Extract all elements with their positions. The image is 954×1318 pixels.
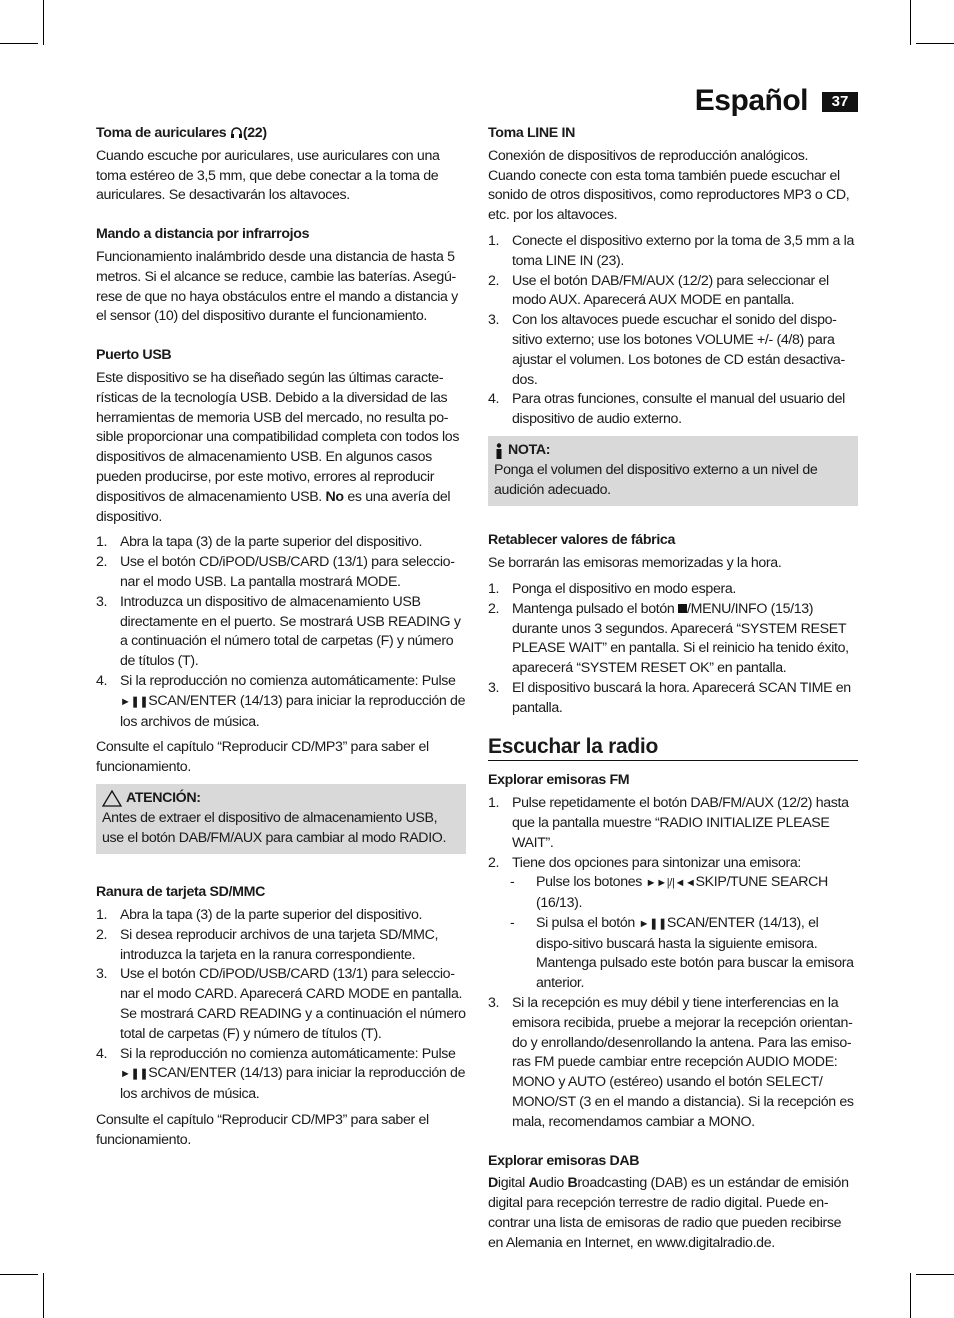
list-item: 1. Abra la tapa (3) de la parte superior del dispositivo. bbox=[96, 907, 423, 924]
attention-title: ATENCIÓN: bbox=[102, 789, 460, 809]
play-pause-icon: ►❚❚ bbox=[120, 1068, 149, 1081]
page-number: 37 bbox=[822, 92, 858, 112]
list-item: 2. Tiene dos opciones para sintonizar una emisora: - Pulse los botones ►►|/|◄◄SKIP/TUNE SEARCH (16/13). - Si pulsa el botón ►❚❚SCAN/ENTER (14/13), el dispo-sitivo buscará hasta la siguiente emisora. Mantenga pulsado este botón para buscar la emisora anterior. bbox=[488, 854, 858, 995]
list-item: 3. Si la recepción es muy débil y tiene interferencias en la emisora recibida, pruebe a mejorar la recepción orientan-do y enrollando/desenrollando la antena. Para las emiso-ras FM puede cambiar entre recepción AUDIO MODE: MONO y AUTO (estéreo) usando el botón SELECT/ MONO/ST (3 en el mando a distancia). Si la recepción es mala, recomendamos cambiar a MONO. bbox=[488, 995, 854, 1130]
attention-text: Antes de extraer el dispositivo de almacenamiento USB, use el botón DAB/FM/AUX para cambiar al modo RADIO. bbox=[102, 809, 447, 846]
list-item: 3. Use el botón CD/iPOD/USB/CARD (13/1) para seleccio-nar el modo CARD. Aparecerá CARD MODE en pantalla. Se mostrará CARD READING y a continuación el número total de carpetas (F) y número de títulos (T). bbox=[96, 966, 466, 1042]
fm-options bbox=[488, 873, 858, 994]
list-item: 1. Pulse repetidamente el botón DAB/FM/AUX (12/2) hasta que la pantalla muestre “RADIO INITIALIZE PLEASE WAIT”. bbox=[488, 795, 849, 851]
factory-steps bbox=[488, 580, 858, 719]
list-item: 3. Con los altavoces puede escuchar el sonido del dispo-sitivo externo; use los botones VOLUME +/- (4/8) para ajustar el volumen. Los botones de CD están desactiva-dos. bbox=[488, 312, 845, 388]
list-item: - Si pulsa el botón ►❚❚SCAN/ENTER (14/13), el dispo-sitivo buscará hasta la siguiente emisora. Mantenga pulsado este botón para buscar la emisora anterior. bbox=[510, 914, 854, 992]
list-item: 2. Use el botón DAB/FM/AUX (12/2) para seleccionar el modo AUX. Aparecerá AUX MODE en pantalla. bbox=[488, 272, 829, 309]
dab-text: Digital Audio Broadcasting (DAB) es un estándar de emisión digital para recepción terrestre de radio digital. Puede en-contrar una lista de emisoras de radio que pueden recibirse en Alemania en Internet, en www.digitalradio.de. bbox=[488, 1175, 849, 1251]
fm-steps bbox=[488, 794, 858, 1133]
crop-mark bbox=[916, 1274, 954, 1275]
list-item: 2. Use el botón CD/iPOD/USB/CARD (13/1) para seleccio-nar el modo USB. La pantalla mostrará MODE. bbox=[96, 554, 455, 590]
stop-icon bbox=[678, 604, 687, 613]
usb-after: Consulte el capítulo “Reproducir CD/MP3” para saber el funcionamiento. bbox=[96, 739, 429, 776]
list-item: 1. Ponga el dispositivo en modo espera. bbox=[488, 580, 737, 597]
right-column bbox=[488, 124, 858, 1254]
list-item: 4. Si la reproducción no comienza automáticamente: Pulse ►❚❚SCAN/ENTER (14/13) para iniciar la reproducción de los archivos de música. bbox=[96, 672, 466, 730]
skip-icon: ►►|/|◄◄ bbox=[645, 877, 696, 890]
list-item: 1. Abra la tapa (3) de la parte superior del dispositivo. bbox=[96, 534, 423, 551]
note-title: NOTA: bbox=[494, 441, 852, 461]
sd-after: Consulte el capítulo “Reproducir CD/MP3” para saber el funcionamiento. bbox=[96, 1112, 429, 1148]
radio-heading: Escuchar la radio bbox=[488, 737, 858, 762]
linein-steps bbox=[488, 232, 858, 430]
play-pause-icon: ►❚❚ bbox=[638, 917, 667, 930]
note-box bbox=[488, 436, 858, 506]
usb-title: Puerto USB bbox=[96, 347, 172, 364]
warning-icon bbox=[102, 790, 122, 807]
factory-title: Retablecer valores de fábrica bbox=[488, 532, 675, 549]
linein-text: Conexión de dispositivos de reproducción analógicos. Cuando conecte con esta toma también puede escuchar el sonido de otros dispositivos, como reproductores MP3 o CD, etc. por los altavoces. bbox=[488, 147, 850, 224]
crop-mark bbox=[43, 1273, 44, 1318]
list-item: - Pulse los botones ►►|/|◄◄SKIP/TUNE SEARCH (16/13). bbox=[510, 874, 828, 912]
fm-title: Explorar emisoras FM bbox=[488, 772, 630, 789]
remote-text: Funcionamiento inalámbrido desde una distancia de hasta 5 metros. Si el alcance se reduce, cambie las baterías. Asegú-rese de que no haya obstáculos entre el mando a distancia y el sensor (10) del dispositivo durante el funcionamiento. bbox=[96, 248, 458, 325]
list-item: 3. Introduzca un dispositivo de almacenamiento USB directamente en el puerto. Se mostrará USB READING y a continuación el número total de carpetas (F) y número de títulos (T). bbox=[96, 593, 461, 670]
dab-title: Explorar emisoras DAB bbox=[488, 1152, 640, 1169]
list-item: 4. Si la reproducción no comienza automáticamente: Pulse ►❚❚SCAN/ENTER (14/13) para iniciar la reproducción de los archivos de música. bbox=[96, 1045, 466, 1103]
usb-steps bbox=[96, 533, 466, 732]
attention-box bbox=[96, 784, 466, 854]
usb-text: Este dispositivo se ha diseñado según las últimas caracte-rísticas de la tecnología USB. Debido a la diversidad de las herramientas de memoria USB del mercado, no resulta po-sible proporcionar una compatibilidad completa con todos los dispositivos de almacenamiento USB. En algunos casos pueden producirse, por este motivo, errores al reproducir dispositivos de almacenamiento USB. No es una avería del dispositivo. bbox=[96, 369, 460, 525]
headphones-title: Toma de auriculares (22) bbox=[96, 125, 267, 141]
remote-title: Mando a distancia por infrarrojos bbox=[96, 226, 310, 243]
crop-mark bbox=[43, 0, 44, 45]
factory-text: Se borrarán las emisoras memorizadas y la hora. bbox=[488, 555, 782, 572]
list-item: 4. Para otras funciones, consulte el manual del usuario del dispositivo de audio externo. bbox=[488, 391, 845, 428]
crop-mark bbox=[0, 43, 38, 44]
sd-steps bbox=[96, 906, 466, 1105]
list-item: 2. Mantenga pulsado el botón /MENU/INFO (15/13) durante unos 3 segundos. Aparecerá “SYSTEM RESET PLEASE WAIT” en pantalla. Si el reinicio ha tenido éxito, aparecerá “SYSTEM RESET OK” en pantalla. bbox=[488, 600, 849, 677]
list-item: 2. Si desea reproducir archivos de una tarjeta SD/MMC, introduzca la tarjeta en la ranura correspondiente. bbox=[96, 926, 439, 963]
info-icon bbox=[494, 443, 504, 459]
sd-title: Ranura de tarjeta SD/MMC bbox=[96, 884, 265, 901]
note-text: Ponga el volumen del dispositivo externo a un nivel de audición adecuado. bbox=[494, 461, 818, 498]
list-item: 1. Conecte el dispositivo externo por la toma de 3,5 mm a la toma LINE IN (23). bbox=[488, 232, 855, 269]
headphones-text: Cuando escuche por auriculares, use auriculares con una toma estéreo de 3,5 mm, que debe conectar a la toma de auriculares. Se desactivarán los altavoces. bbox=[96, 147, 440, 204]
crop-mark bbox=[0, 1274, 38, 1275]
linein-title: Toma LINE IN bbox=[488, 125, 575, 141]
headphones-icon bbox=[230, 126, 243, 139]
left-column bbox=[96, 124, 466, 1151]
crop-mark bbox=[910, 0, 911, 45]
page-language-title: Español bbox=[694, 84, 808, 117]
play-pause-icon: ►❚❚ bbox=[120, 695, 149, 708]
list-item: 3. El dispositivo buscará la hora. Aparecerá SCAN TIME en pantalla. bbox=[488, 679, 851, 716]
crop-mark bbox=[916, 43, 954, 44]
crop-mark bbox=[910, 1273, 911, 1318]
